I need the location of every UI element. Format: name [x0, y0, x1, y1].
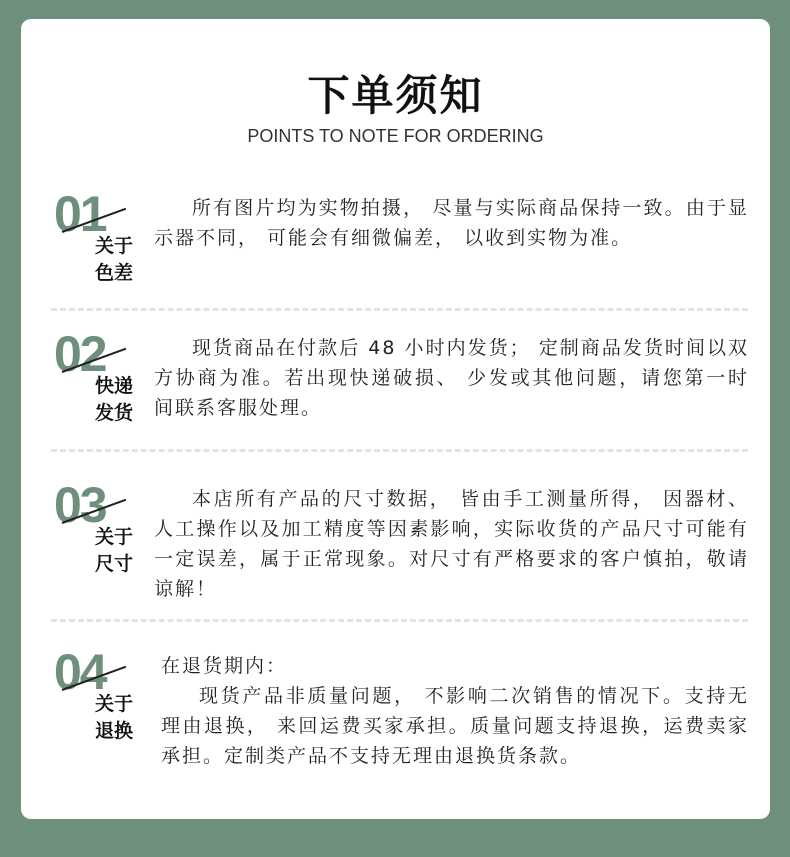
section-body — [161, 651, 749, 771]
section-number: 03 — [54, 477, 106, 533]
dashed-divider — [51, 619, 748, 622]
section-label — [81, 524, 133, 578]
section-label — [81, 233, 133, 287]
section-label-line1: 关于 — [94, 693, 133, 715]
section-paragraph: 现货产品非质量问题， 不影响二次销售的情况下。支持无理由退换， 来回运费买家承担。质量问题支持退换，运费卖家承担。定制类产品不支持无理由退换货条款。 — [161, 685, 749, 767]
section-body — [154, 193, 749, 253]
page-subtitle: POINTS TO NOTE FOR ORDERING — [247, 126, 544, 146]
dashed-divider — [51, 308, 748, 311]
section-label-line1: 快递 — [94, 375, 133, 397]
section-label-line2: 色差 — [94, 262, 133, 284]
section-label-line2: 发货 — [94, 402, 133, 424]
section-paragraph: 现货商品在付款后 48 小时内发货； 定制商品发货时间以双方协商为准。若出现快递破损、 少发或其他问题，请您第一时间联系客服处理。 — [154, 337, 749, 419]
section-paragraph: 所有图片均为实物拍摄， 尽量与实际商品保持一致。由于显示器不同， 可能会有细微偏差， 以收到实物为准。 — [154, 197, 749, 249]
section-number: 01 — [54, 186, 106, 242]
section-number: 02 — [54, 326, 106, 382]
section-label-line1: 关于 — [94, 526, 133, 548]
dashed-divider — [51, 449, 748, 452]
section-paragraph: 本店所有产品的尺寸数据， 皆由手工测量所得， 因器材、人工操作以及加工精度等因素影响，实际收货的产品尺寸可能有一定误差，属于正常现象。对尺寸有严格要求的客户慎拍，敬请谅解！ — [154, 488, 749, 600]
section-label-line1: 关于 — [94, 235, 133, 257]
section-paragraph: 在退货期内： — [161, 655, 288, 677]
section-body — [154, 333, 749, 423]
section-label-line2: 尺寸 — [94, 553, 133, 575]
section-number: 04 — [54, 644, 106, 700]
section-label — [81, 373, 133, 427]
page-title: 下单须知 — [307, 71, 484, 120]
section-body — [154, 484, 749, 604]
notice-card — [21, 19, 770, 819]
section-label — [81, 691, 133, 745]
section-label-line2: 退换 — [94, 720, 133, 742]
